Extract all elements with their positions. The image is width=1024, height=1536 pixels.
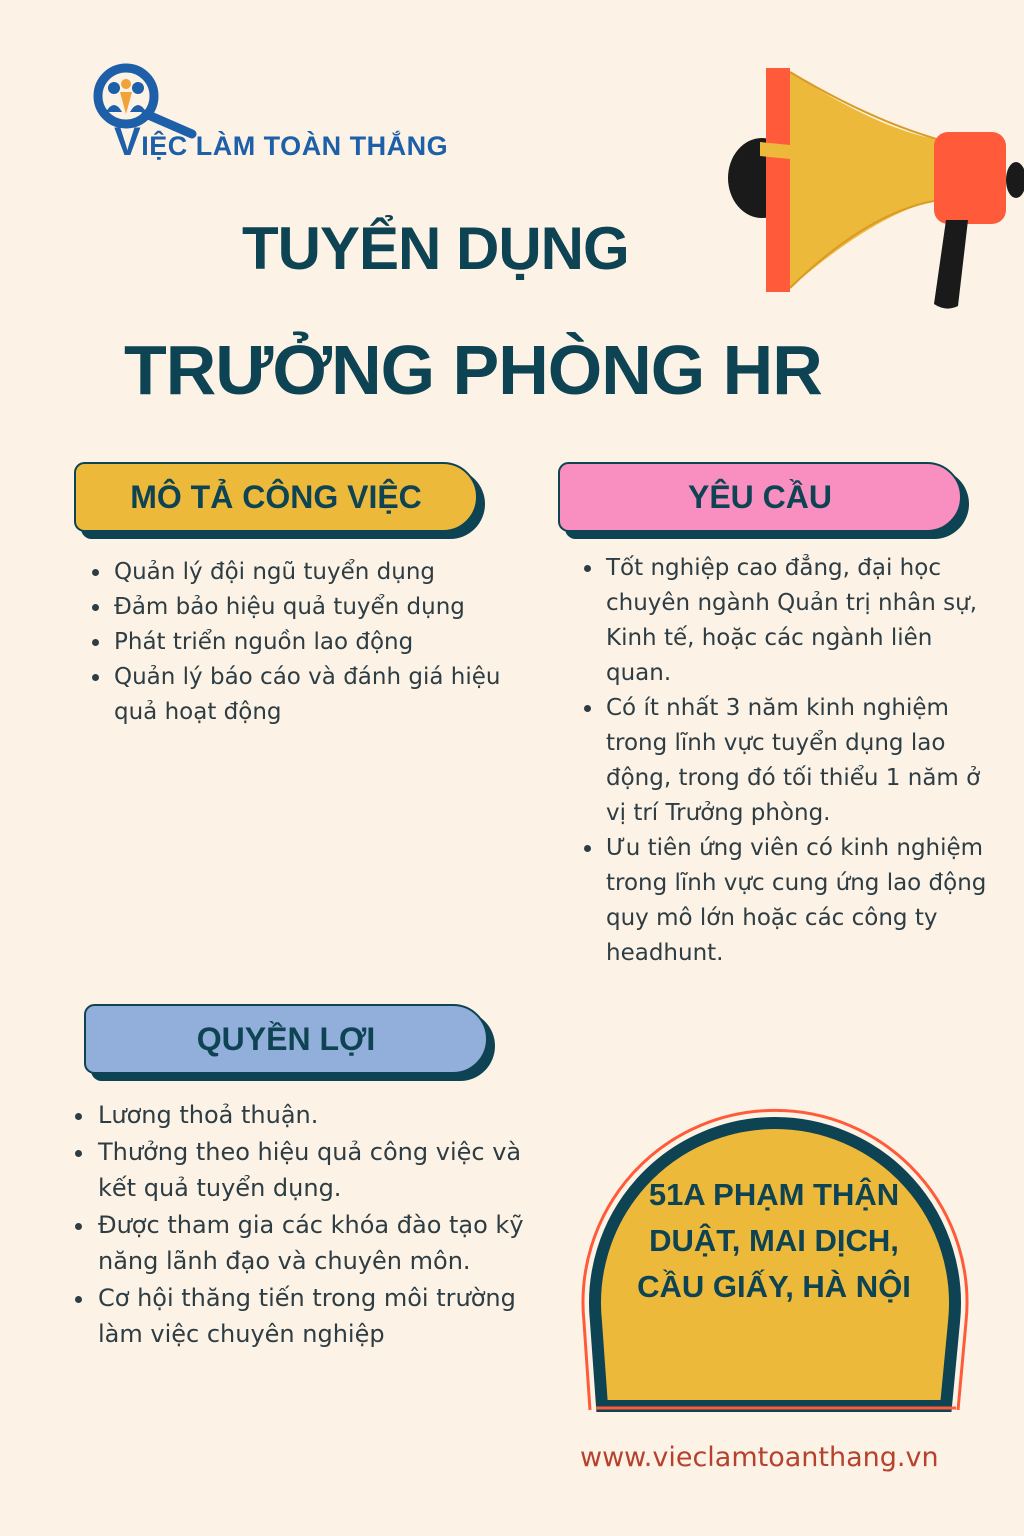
title-line-1: TUYỂN DỤNG	[242, 215, 629, 282]
logo-name: IỆC LÀM TOÀN THẮNG	[141, 131, 449, 161]
section-title-requirements: YÊU CẦU	[687, 478, 832, 515]
address-line-2: DUẬT, MAI DỊCH,	[649, 1223, 899, 1258]
list-item: • Có ít nhất 3 năm kinh nghiệm trong lĩnh vực tuyển dụng lao động, trong đó tối thiểu 1 năm ở vị trí Trưởng phòng.	[604, 691, 1004, 831]
address-line-3: CẦU GIẤY, HÀ NỘI	[637, 1269, 911, 1304]
address-text	[596, 1172, 952, 1310]
megaphone-illustration	[720, 60, 1024, 320]
logo-wordmark	[114, 120, 448, 165]
list-item: • Cơ hội thăng tiến trong môi trường làm việc chuyên nghiệp	[96, 1280, 566, 1353]
section-title-description: MÔ TẢ CÔNG VIỆC	[130, 478, 422, 515]
benefits-list	[74, 1097, 566, 1353]
brand-logo	[84, 62, 524, 172]
list-item: • Phát triển nguồn lao động	[112, 625, 532, 660]
title-line-2: TRƯỞNG PHÒNG HR	[124, 331, 822, 409]
section-header-requirements	[558, 462, 962, 532]
address-line-1: 51A PHẠM THẬN	[648, 1177, 900, 1212]
list-item: • Đảm bảo hiệu quả tuyển dụng	[112, 590, 532, 625]
list-item: • Quản lý báo cáo và đánh giá hiệu quả hoạt động	[112, 660, 532, 730]
list-item: • Được tham gia các khóa đào tạo kỹ năng lãnh đạo và chuyên môn.	[96, 1207, 566, 1280]
list-item: • Ưu tiên ứng viên có kinh nghiệm trong lĩnh vực cung ứng lao động quy mô lớn hoặc các công ty headhunt.	[604, 831, 1004, 971]
list-item: • Lương thoả thuận.	[96, 1097, 566, 1134]
description-list	[90, 555, 532, 730]
section-header-benefits	[84, 1004, 488, 1074]
section-header-description	[74, 462, 478, 532]
website-link[interactable]: www.vieclamtoanthang.vn	[580, 1442, 939, 1473]
list-item: • Quản lý đội ngũ tuyển dụng	[112, 555, 532, 590]
requirements-list	[582, 551, 1004, 971]
section-title-benefits: QUYỀN LỢI	[196, 1020, 376, 1057]
logo-first-letter: V	[114, 120, 142, 164]
megaphone-icon	[720, 60, 1024, 320]
list-item: • Thưởng theo hiệu quả công việc và kết quả tuyển dụng.	[96, 1134, 566, 1207]
list-item: • Tốt nghiệp cao đẳng, đại học chuyên ngành Quản trị nhân sự, Kinh tế, hoặc các ngành liên quan.	[604, 551, 1004, 691]
